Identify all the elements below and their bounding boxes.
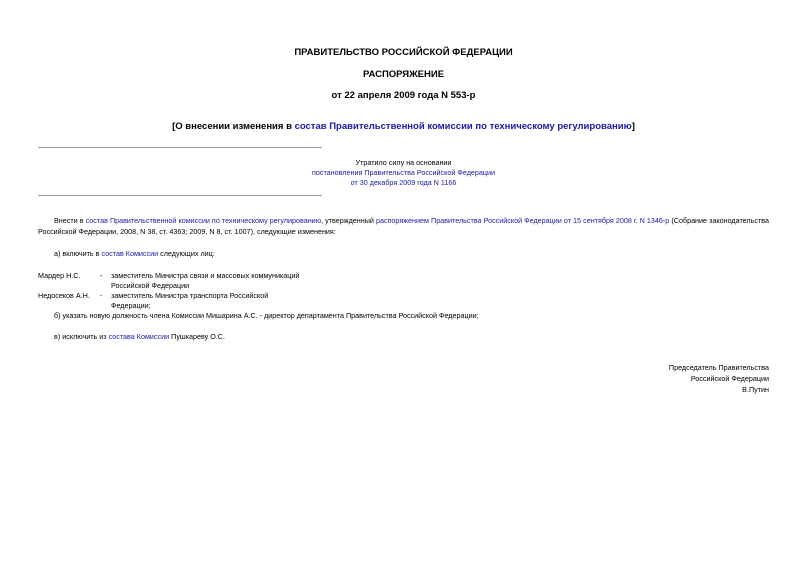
item-b: б) указать новую должность члена Комиссии Мишарина А.С. - директор департамента Правительства Российской Федерации; [54, 311, 479, 320]
doc-title-close: ] [631, 121, 635, 132]
p1-link-commission[interactable]: состав Правительственной комиссии по техническому регулированию [85, 216, 322, 225]
signature-title: Председатель Правительства [668, 363, 769, 372]
note-line-1: Утратило силу на основании [355, 158, 452, 167]
item-v-post: Пушкареву О.С. [169, 332, 225, 341]
p1-link-order[interactable]: распоряжением Правительства Российской Федерации от 15 сентября 2008 г. N 1346-р [375, 216, 670, 225]
doc-title-open: [О внесении изменения в [172, 121, 295, 132]
note-link-decree[interactable]: постановления Правительства Российской Федерации [311, 168, 496, 177]
item-a-post: следующих лиц: [158, 249, 215, 258]
paragraph-intro [38, 216, 769, 237]
person-dash: - [100, 271, 103, 280]
divider-bottom [38, 195, 322, 196]
person-name: Недосеков А.Н. [38, 291, 90, 300]
item-v [54, 332, 225, 342]
date-line: от 22 апреля 2009 года N 553-р [331, 90, 476, 101]
signature-country: Российской Федерации [690, 374, 769, 383]
item-v-link[interactable]: состава Комиссии [108, 332, 170, 341]
title-link[interactable]: состав Правительственной комиссии по техническому регулированию [294, 121, 632, 132]
p1-text-b: , утвержденный [321, 216, 376, 225]
person-name: Мардер Н.С. [38, 271, 81, 280]
item-a [54, 249, 215, 259]
p1-text-c: (Собрание законодательства Российской Федерации, 2008, N 38, ст. 4363; 2009, N 8, ст. 1007), следующие изменения: [38, 216, 769, 236]
doc-title [0, 121, 807, 132]
item-v-pre: в) исключить из [54, 332, 109, 341]
person-position: заместитель Министра транспорта Российской [111, 291, 269, 300]
person-position: заместитель Министра связи и массовых коммуникаций [111, 271, 300, 280]
doc-type-heading: РАСПОРЯЖЕНИЕ [362, 69, 445, 80]
signature-name: В.Путин [742, 385, 769, 394]
item-a-link[interactable]: состав Комиссии [101, 249, 159, 258]
person-position-cont: Российской Федерации [111, 281, 190, 290]
item-a-pre: а) включить в [54, 249, 102, 258]
person-position-cont: Федерации; [111, 301, 151, 310]
note-line-2 [0, 168, 807, 178]
note-link-date[interactable]: от 30 декабря 2009 года N 1166 [350, 178, 457, 187]
divider-top [38, 147, 322, 148]
p1-text-a: Внести в [54, 216, 86, 225]
person-dash: - [100, 291, 103, 300]
org-heading: ПРАВИТЕЛЬСТВО РОССИЙСКОЙ ФЕДЕРАЦИИ [294, 47, 513, 58]
note-line-3 [0, 178, 807, 188]
